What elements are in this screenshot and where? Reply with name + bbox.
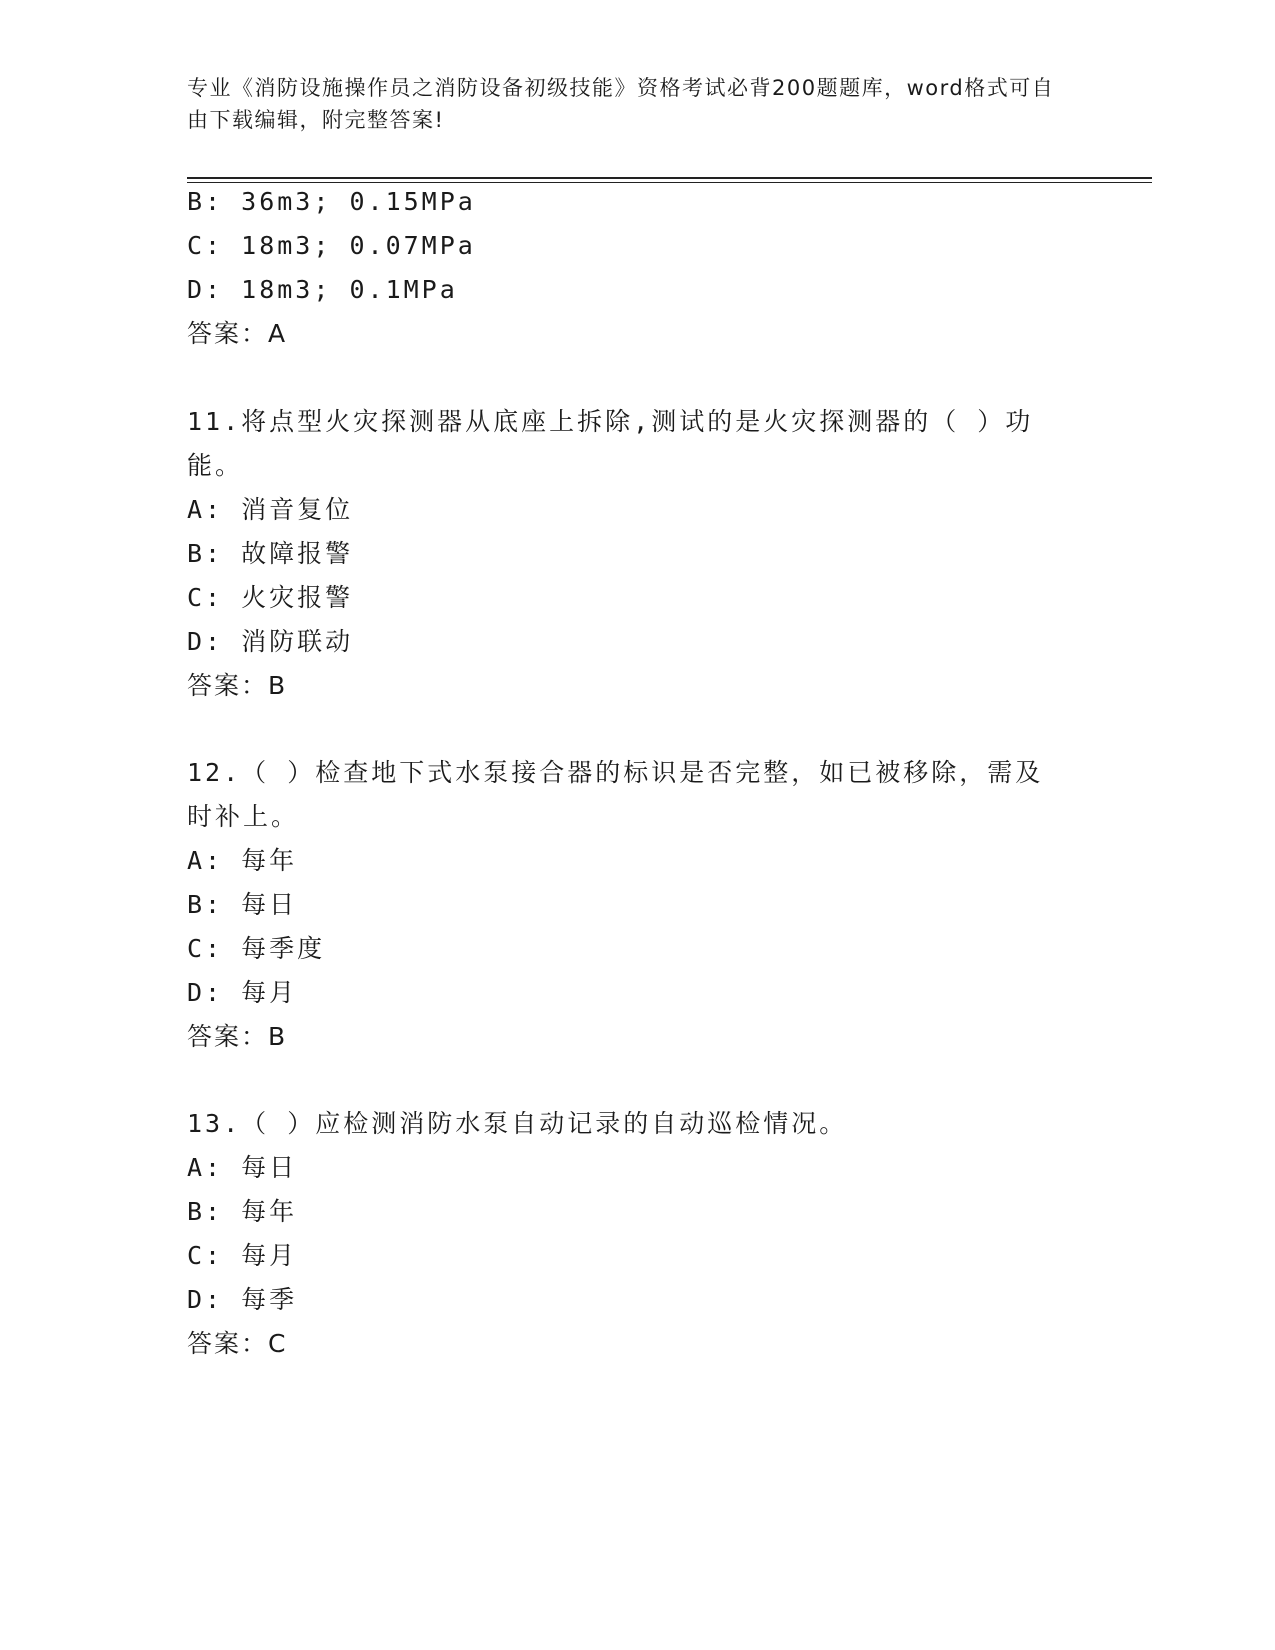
q11-option-a: A: 消音复位: [187, 495, 354, 524]
q12-option-a: A: 每年: [187, 846, 298, 875]
q12-answer: 答案：B: [187, 1022, 288, 1051]
header-text: 专业《消防设施操作员之消防设备初级技能》资格考试必背200题题库，word格式可自由下载编辑，附完整答案!: [187, 76, 1055, 132]
q13-stem-line1: 13.（ ）应检测消防水泵自动记录的自动巡检情况。: [187, 1109, 848, 1138]
q10-answer: 答案：A: [187, 319, 288, 348]
q11-stem-line2: 能。: [187, 451, 244, 480]
q12-stem-line2: 时补上。: [187, 802, 300, 831]
q13-option-a: A: 每日: [187, 1153, 298, 1182]
document-header: [187, 72, 1067, 136]
q11-answer: 答案：B: [187, 671, 288, 700]
q12-option-c: C: 每季度: [187, 934, 326, 963]
q11-option-c: C: 火灾报警: [187, 583, 354, 612]
header-divider-thin: [187, 182, 1152, 183]
q13-option-b: B: 每年: [187, 1197, 298, 1226]
q10-option-d: D: 18m3; 0.1MPa: [187, 275, 458, 304]
q11-stem-line1: 11.将点型火灾探测器从底座上拆除,测试的是火灾探测器的（ ）功: [187, 407, 1034, 436]
q13-option-d: D: 每季: [187, 1285, 298, 1314]
q12-stem-line1: 12.（ ）检查地下式水泵接合器的标识是否完整，如已被移除，需及: [187, 758, 1044, 787]
q11-option-b: B: 故障报警: [187, 539, 354, 568]
q13-option-c: C: 每月: [187, 1241, 298, 1270]
q10-option-c: C: 18m3; 0.07MPa: [187, 231, 476, 260]
q12-option-b: B: 每日: [187, 890, 298, 919]
header-divider-thick: [187, 177, 1152, 179]
q10-option-b: B: 36m3; 0.15MPa: [187, 187, 476, 216]
q12-option-d: D: 每月: [187, 978, 298, 1007]
q11-option-d: D: 消防联动: [187, 627, 354, 656]
q13-answer: 答案：C: [187, 1329, 288, 1358]
